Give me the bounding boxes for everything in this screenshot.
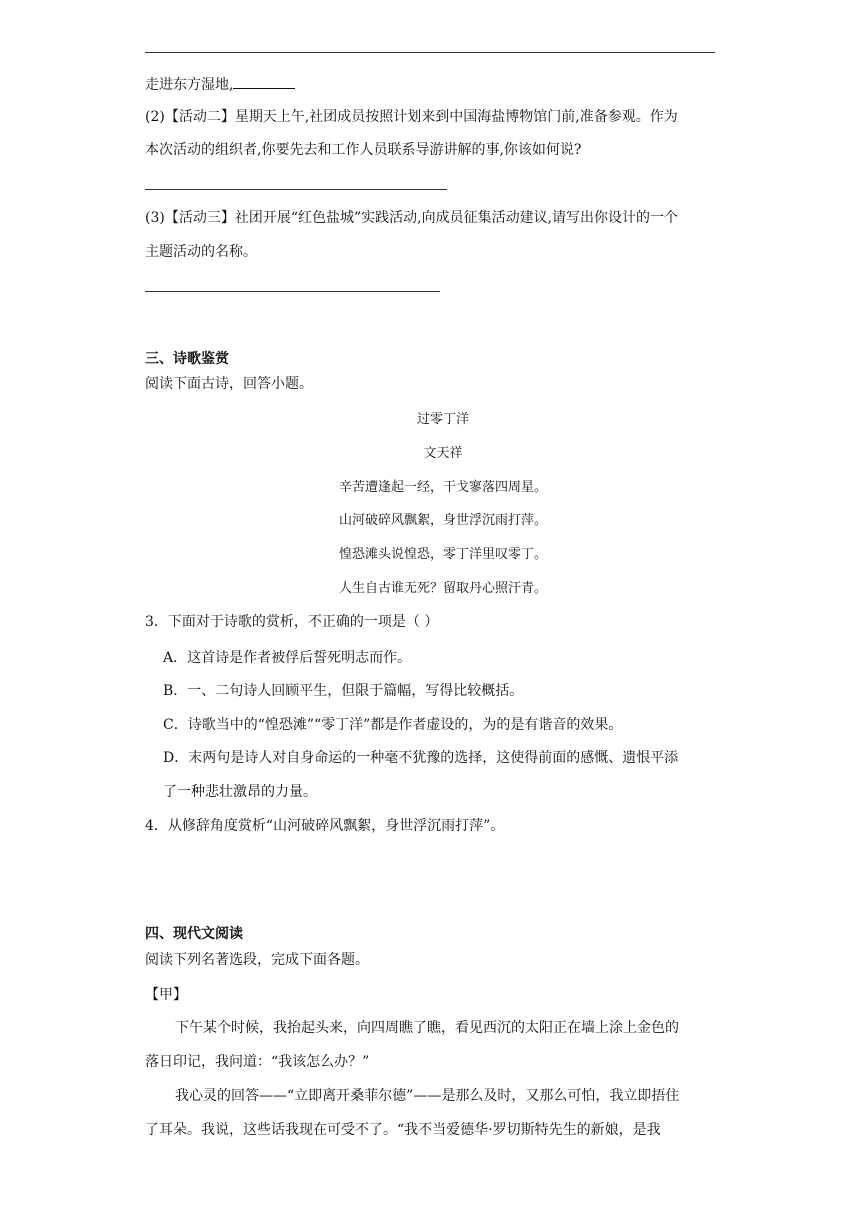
question4-stem: 4．从修辞角度赏析“山河破碎风飘絮，身世浮沉雨打萍”。 <box>145 818 505 834</box>
section4-heading: 四、现代文阅读 <box>145 926 243 942</box>
q3-line-1: (3)【活动三】社团开展“红色盐城”实践活动,向成员征集活动建议,请写出你设计的一个 <box>145 210 679 226</box>
question3-option-b: B．一、二句诗人回顾平生，但限于篇幅，写得比较概括。 <box>163 683 524 699</box>
poem-title: 过零丁洋 <box>416 412 469 427</box>
question3-option-a: A．这首诗是作者被俘后誓死明志而作。 <box>163 650 412 666</box>
poem-line: 人生自古谁无死？留取丹心照汗青。 <box>338 581 547 596</box>
question3-option-d: D．末两句是诗人对自身命运的一种毫不犹豫的选择，这使得前面的感慨、遗恨平添 <box>163 750 679 766</box>
q2-answer-line <box>145 189 447 190</box>
q1-blank <box>233 74 295 89</box>
q1-tail-line <box>145 74 295 95</box>
passage-paragraph-2-line-1: 我心灵的回答——“立即离开桑菲尔德”——是那么及时，又那么可怕，我立即捂住 <box>175 1088 680 1104</box>
section3-instruction: 阅读下面古诗，回答小题。 <box>145 376 313 392</box>
poem-line: 辛苦遭逢起一经，干戈寥落四周星。 <box>338 480 547 495</box>
poem-line: 山河破碎风飘絮，身世浮沉雨打萍。 <box>338 513 547 528</box>
question3-stem: 3．下面对于诗歌的赏析，不正确的一项是（ ） <box>145 614 439 630</box>
passage-paragraph-2-line-2: 了耳朵。我说，这些话我现在可受不了。“我不当爱德华·罗切斯特先生的新娘，是我 <box>145 1122 661 1138</box>
q2-line-1: (2)【活动二】星期天上午,社团成员按照计划来到中国海盐博物馆门前,准备参观。作为 <box>145 109 678 125</box>
section4-instruction: 阅读下列名著选段，完成下面各题。 <box>145 952 369 968</box>
poem-line: 惶恐滩头说惶恐，零丁洋里叹零丁。 <box>338 547 547 562</box>
passage-paragraph-1-line-2: 落日印记，我问道：“我该怎么办？” <box>145 1054 370 1070</box>
answer-line-top <box>145 52 715 53</box>
q3-answer-line <box>145 291 440 292</box>
question3-option-d-continued: 了一种悲壮激昂的力量。 <box>163 784 317 800</box>
passage-label: 【甲】 <box>145 987 187 1003</box>
question3-option-c: C．诗歌当中的“惶恐滩”“零丁洋”都是作者虚设的，为的是有谐音的效果。 <box>163 717 623 733</box>
section3-heading: 三、诗歌鉴赏 <box>145 351 229 367</box>
q3-line-2: 主题活动的名称。 <box>145 244 257 260</box>
passage-paragraph-1-line-1: 下午某个时候，我抬起头来，向四周瞧了瞧，看见西沉的太阳正在墙上涂上金色的 <box>175 1020 679 1036</box>
q2-line-2: 本次活动的组织者,你要先去和工作人员联系导游讲解的事,你该如何说? <box>145 142 582 158</box>
q1-tail-text: 走进东方湿地, <box>145 77 234 93</box>
poem-author: 文天祥 <box>423 446 463 461</box>
